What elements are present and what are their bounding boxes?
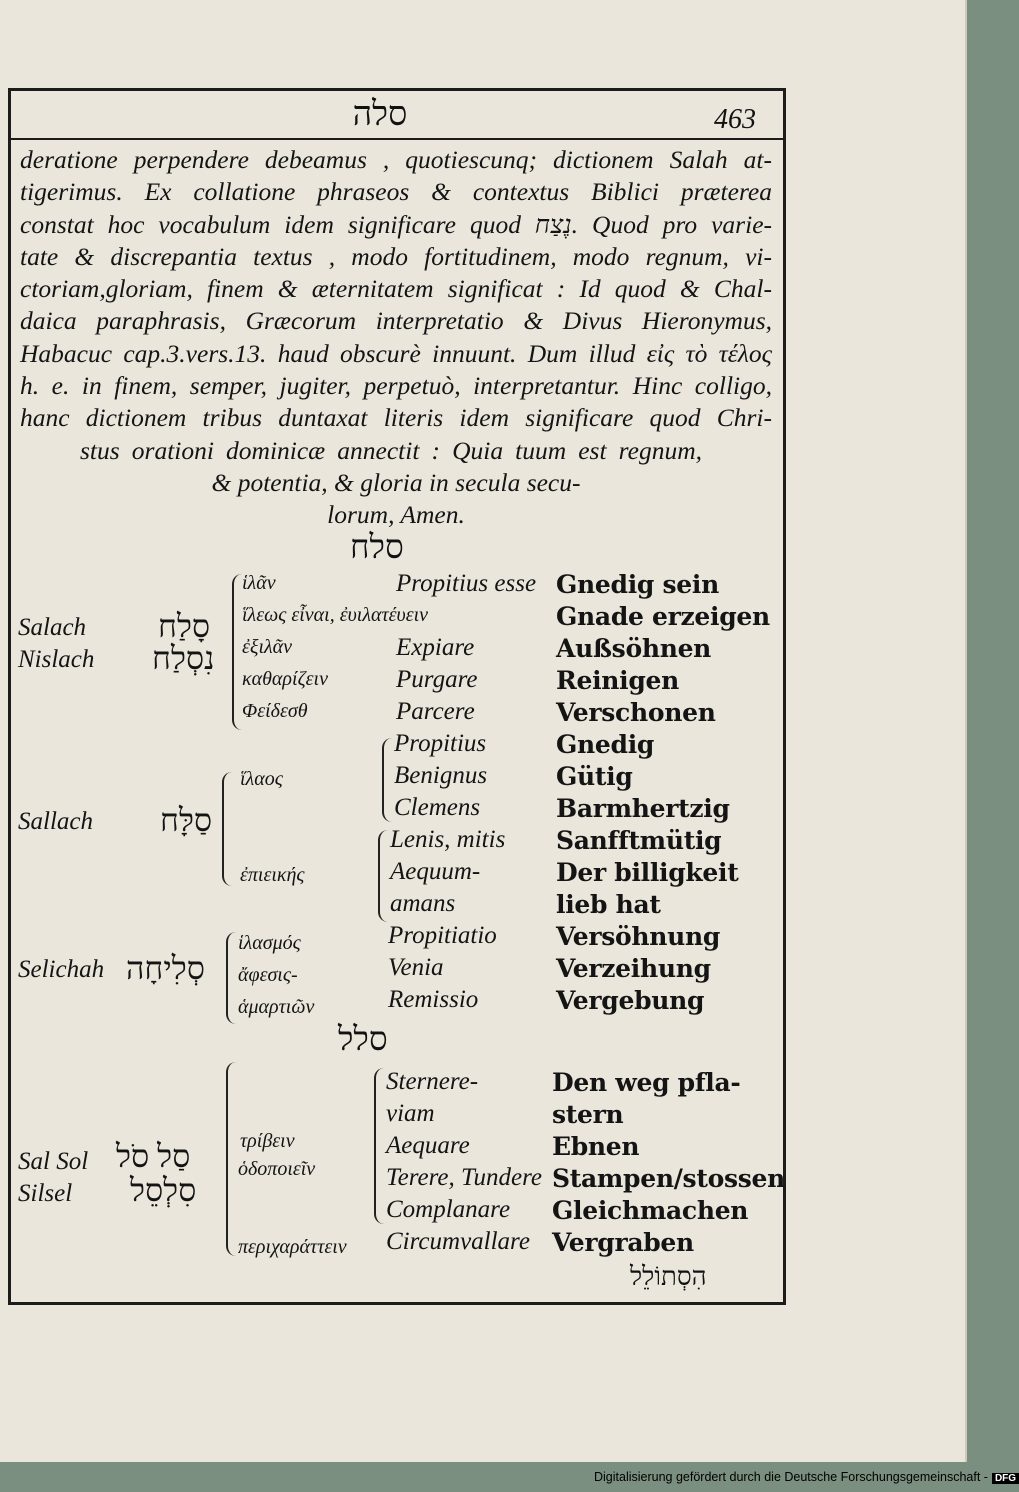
german-term: Barmhertzig (556, 794, 730, 823)
latin-term: Purgare (396, 666, 478, 693)
hebrew-headword: סַלָּח (160, 802, 213, 838)
body-text (20, 144, 772, 532)
entry-name: Silsel (18, 1180, 73, 1207)
latin-term: Propitius esse (396, 570, 537, 597)
body-line: daica paraphrasis, Græcorum interpretatio & Divus Hieronymus, (20, 306, 772, 336)
funding-credit (594, 1470, 1019, 1484)
latin-term: Aequum- (390, 858, 481, 885)
body-line: h. e. in finem, semper, jugiter, perpetuò, interpretantur. Hinc colligo, (20, 371, 772, 401)
greek-term: ἱλασμός (238, 932, 301, 954)
latin-term: Parcere (396, 698, 475, 725)
body-line: stus orationi dominicæ annectit : Quia tuum est regnum, (80, 435, 702, 465)
latin-term: Aequare (386, 1132, 470, 1159)
section-head-sll: סלל (338, 1022, 388, 1058)
german-term: Verzeihung (556, 954, 711, 983)
german-term: Stampen/stossen (552, 1164, 785, 1193)
body-line: tate & discrepantia textus , modo fortitudinem, modo regnum, vi- (20, 241, 772, 271)
latin-term: Remissio (388, 986, 479, 1013)
german-term: Gnedig (556, 730, 655, 759)
german-term: Vergebung (556, 986, 705, 1015)
greek-term: ἐπιεικής (240, 864, 305, 886)
body-line: tigerimus. Ex collatione phraseos & contextus Biblici præterea (20, 177, 772, 207)
hebrew-headword: סַל סֹל (116, 1138, 191, 1174)
entry-name: Sallach (18, 808, 93, 835)
latin-term: Venia (388, 954, 444, 981)
german-term: stern (552, 1100, 624, 1129)
german-term: Gnade erzeigen (556, 602, 770, 631)
german-term: Den weg pfla- (552, 1068, 741, 1097)
latin-term: Clemens (394, 794, 481, 821)
header-rule (8, 88, 786, 91)
body-line: Habacuc cap.3.vers.13. haud obscurè innuunt. Dum illud εἰς τὸ τέλος (20, 338, 772, 368)
footer-rule (8, 1302, 786, 1305)
german-term: Gütig (556, 762, 633, 791)
german-term: Außsöhnen (556, 634, 712, 663)
brace (226, 1062, 236, 1256)
greek-term: καθαρίζειν (242, 668, 328, 690)
greek-term: ἐξιλᾶν (242, 636, 293, 658)
latin-term: Propitiatio (388, 922, 497, 949)
header-bottom-rule (8, 138, 786, 140)
hebrew-headword: סָלַח (158, 608, 211, 644)
greek-term: ἱλᾶν (242, 572, 276, 594)
latin-term: Lenis, mitis (390, 826, 506, 853)
latin-term: amans (390, 890, 456, 917)
german-term: Verschonen (556, 698, 716, 727)
entry-name: Sal Sol (18, 1148, 89, 1175)
entry-name: Nislach (18, 646, 95, 673)
greek-term: ἵλαος (240, 768, 283, 790)
greek-term: τρίβειν (240, 1130, 295, 1152)
running-title: סלה (352, 96, 408, 133)
brace (226, 932, 236, 1024)
section-head-slh: סלח (350, 530, 404, 566)
german-term: Vergraben (552, 1228, 694, 1257)
hebrew-headword: סִלְסֵל (130, 1172, 197, 1208)
greek-term: περιχαράττειν (238, 1236, 347, 1258)
body-line: deratione perpendere debeamus , quotiescunq; dictionem Salah at- (20, 145, 772, 174)
german-term: Versöhnung (556, 922, 721, 951)
german-term: Der billigkeit (556, 858, 739, 887)
entry-name: Selichah (18, 956, 105, 983)
german-term: Gnedig sein (556, 570, 719, 599)
latin-term: Circumvallare (386, 1228, 530, 1255)
greek-term: ἵλεως εἶναι, ἐυιλατέυειν (242, 604, 429, 626)
latin-term: Benignus (394, 762, 488, 789)
greek-term: Φείδεσθ (242, 700, 308, 722)
catchword: הִסְתוֹלֵל (630, 1262, 707, 1291)
hebrew-headword: סְלִיחָה (126, 950, 205, 986)
latin-term: Propitius (394, 730, 487, 757)
brace (378, 830, 388, 922)
brace (232, 574, 242, 730)
german-term: lieb hat (556, 890, 661, 919)
german-term: Reinigen (556, 666, 680, 695)
german-term: Sanfftmütig (556, 826, 722, 855)
body-line: hanc dictionem tribus duntaxat literis idem significare quod Chri- (20, 403, 772, 433)
body-line: ctoriam,gloriam, finem & æternitatem significat : Id quod & Chal- (20, 274, 772, 304)
brace (222, 772, 234, 886)
greek-term: ἄφεσις- (238, 964, 298, 986)
hebrew-headword: נִסְלַח (152, 640, 215, 676)
german-term: Gleichmachen (552, 1196, 749, 1225)
dfg-logo: DFG (992, 1473, 1019, 1484)
latin-term: Expiare (396, 634, 475, 661)
brace (382, 738, 392, 822)
brace (374, 1068, 384, 1224)
body-line: & potentia, & gloria in secula secu- (211, 467, 581, 497)
latin-term: viam (386, 1100, 435, 1127)
body-line: lorum, Amen. (327, 500, 465, 530)
funding-credit-text: Digitalisierung gefördert durch die Deutsche Forschungsgemeinschaft - (594, 1470, 988, 1484)
greek-term: ὁδοποιεῖν (238, 1158, 316, 1180)
greek-term: ἁμαρτιῶν (238, 996, 315, 1018)
latin-term: Sternere- (386, 1068, 479, 1095)
body-line: constat hoc vocabulum idem significare quod נֶצַח. Quod pro varie- (20, 209, 773, 239)
german-term: Ebnen (552, 1132, 640, 1161)
page-number: 463 (714, 104, 756, 135)
entry-name: Salach (18, 614, 87, 641)
latin-term: Complanare (386, 1196, 511, 1223)
latin-term: Terere, Tundere (386, 1164, 543, 1191)
